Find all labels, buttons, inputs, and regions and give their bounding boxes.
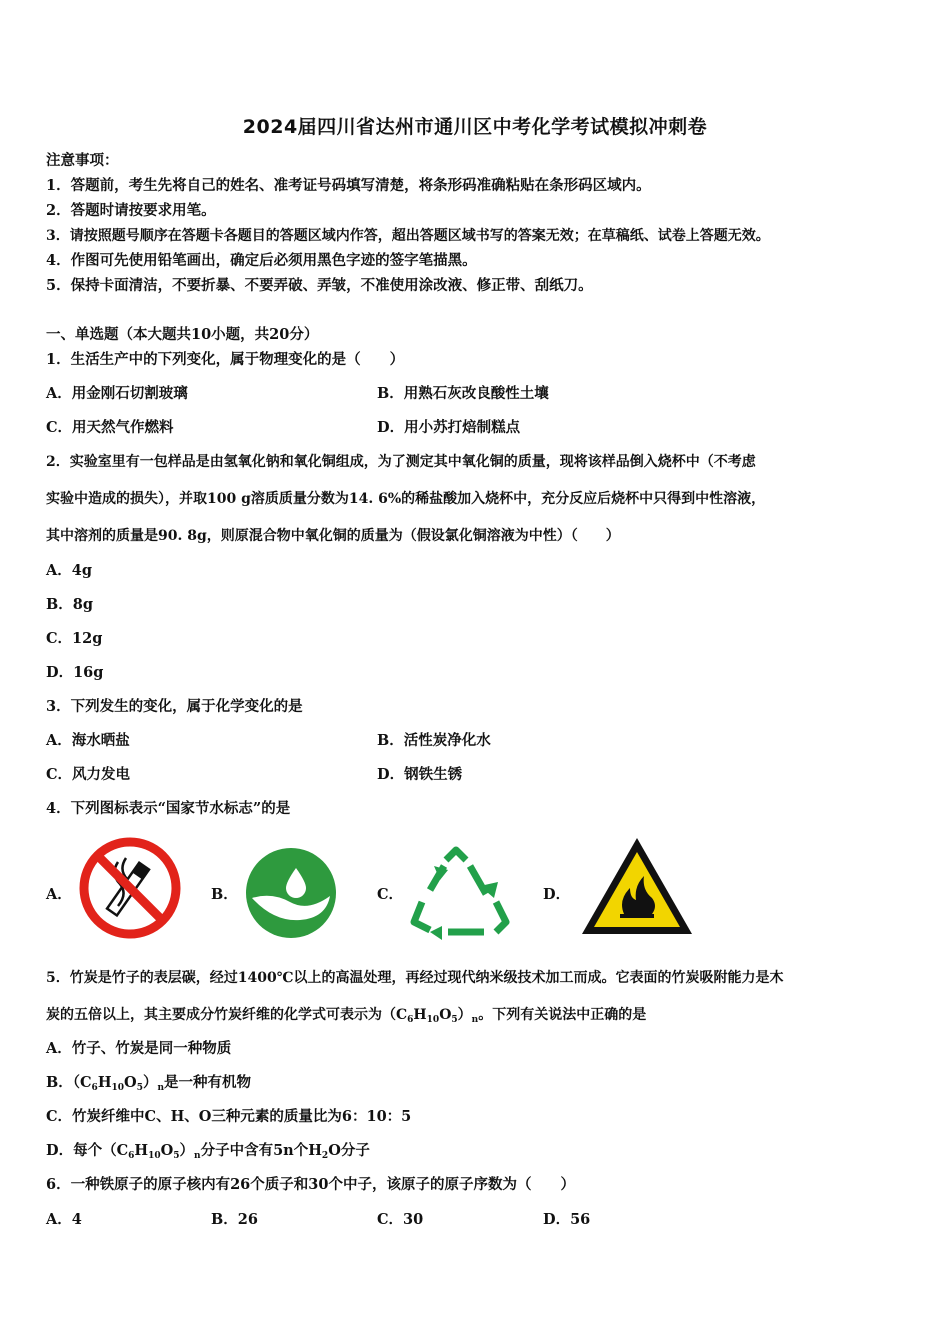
subscript: n	[194, 1151, 201, 1161]
q5-option-c: C．竹炭纤维中C、H、O三种元素的质量比为6：10：5	[46, 1108, 412, 1125]
q3-option-b: B．活性炭净化水	[377, 732, 491, 749]
subscript: 10	[111, 1083, 125, 1093]
subscript: 6	[91, 1083, 98, 1093]
q1-option-b: B．用熟石灰改良酸性土壤	[377, 385, 549, 402]
formula-text: ）	[142, 1074, 158, 1091]
formula-text: O	[439, 1007, 452, 1023]
q5-text: 是一种有机物	[164, 1074, 251, 1091]
q3-option-d: D．钢铁生锈	[377, 766, 463, 783]
q5-option-a: A．竹子、竹炭是同一种物质	[46, 1040, 232, 1057]
question-5-stem-line2	[46, 1005, 646, 1030]
q5-text: 。下列有关说法中正确的是	[478, 1007, 647, 1023]
q5-text: D．每个（C	[46, 1142, 129, 1159]
notice-heading: 注意事项：	[46, 152, 119, 169]
notice-item: 3．请按照题号顺序在答题卡各题目的答题区域内作答，超出答题区域书写的答案无效；在草稿纸、试卷上答题无效。	[46, 228, 770, 244]
q2-option-d: D．16g	[46, 664, 104, 681]
question-2-stem-line1: 2．实验室里有一包样品是由氢氧化钠和氧化铜组成，为了测定其中氧化铜的质量，现将该样品倒入烧杯中（不考虑	[46, 454, 756, 470]
q1-option-c: C．用天然气作燃料	[46, 419, 174, 436]
subscript: 5	[136, 1083, 143, 1093]
formula-text: ）	[179, 1142, 195, 1159]
q2-option-c: C．12g	[46, 630, 103, 647]
subscript: 6	[128, 1151, 135, 1161]
question-2-stem-line3: 其中溶剂的质量是90. 8g，则原混合物中氧化铜的质量为（假设氯化铜溶液为中性）（ ）	[46, 528, 620, 544]
q2-option-b: B．8g	[46, 596, 93, 613]
page-title: 2024届四川省达州市通川区中考化学考试模拟冲刺卷	[242, 116, 708, 138]
q4-option-b-label: B．	[211, 886, 238, 903]
q3-option-c: C．风力发电	[46, 766, 131, 783]
q6-option-b: B．26	[211, 1211, 258, 1228]
flammable-warning-icon	[578, 834, 696, 938]
formula-text: O	[124, 1074, 137, 1091]
subscript: n	[471, 1015, 479, 1025]
subscript: 5	[451, 1015, 458, 1025]
recycle-icon	[408, 846, 514, 942]
formula-text: H	[97, 1074, 112, 1091]
q5-text: B．（C	[46, 1074, 92, 1091]
notice-item: 1．答题前，考生先将自己的姓名、准考证号码填写清楚，将条形码准确粘贴在条形码区域内。	[46, 177, 651, 194]
q4-option-d-label: D．	[543, 886, 571, 903]
formula-text: H	[413, 1007, 427, 1023]
formula-text: O	[160, 1142, 174, 1159]
subscript: 2	[321, 1151, 329, 1161]
notice-item: 4．作图可先使用铅笔画出，确定后必须用黑色字迹的签字笔描黑。	[46, 252, 477, 269]
subscript: 10	[148, 1151, 161, 1161]
q5-option-b	[46, 1073, 251, 1098]
q6-option-c: C．30	[377, 1211, 424, 1228]
q1-option-a: A．用金刚石切割玻璃	[46, 385, 188, 402]
q4-option-a-label: A．	[46, 886, 72, 903]
formula-text: ）	[457, 1007, 472, 1023]
q2-option-a: A．4g	[46, 562, 92, 579]
question-1-stem: 1．生活生产中的下列变化，属于物理变化的是（ ）	[46, 351, 405, 368]
q1-option-d: D．用小苏打焙制糕点	[377, 419, 521, 436]
q5-text: O分子	[328, 1142, 370, 1159]
q6-option-d: D．56	[543, 1211, 591, 1228]
subscript: 10	[426, 1015, 440, 1025]
question-2-stem-line2: 实验中造成的损失），并取100 g溶质质量分数为14. 6%的稀盐酸加入烧杯中，充分反应后烧杯中只得到中性溶液，	[46, 491, 766, 507]
q5-option-d	[46, 1141, 370, 1166]
q6-option-a: A．4	[46, 1211, 82, 1228]
section-heading: 一、单选题（本大题共10小题，共20分）	[46, 326, 319, 343]
water-saving-icon	[244, 846, 338, 940]
notice-item: 2．答题时请按要求用笔。	[46, 202, 216, 219]
subscript: n	[157, 1083, 164, 1093]
q4-option-c-label: C．	[377, 886, 404, 903]
subscript: 5	[173, 1151, 180, 1161]
q3-option-a: A．海水晒盐	[46, 732, 130, 749]
q5-text: 炭的五倍以上，其主要成分竹炭纤维的化学式可表示为（C	[46, 1007, 408, 1023]
question-3-stem: 3．下列发生的变化，属于化学变化的是	[46, 698, 303, 715]
formula-text: H	[134, 1142, 149, 1159]
subscript: 6	[407, 1015, 414, 1025]
no-smoking-icon	[78, 836, 182, 940]
q5-text: 分子中含有5n个H	[200, 1142, 322, 1159]
question-5-stem-line1: 5．竹炭是竹子的表层碳，经过1400℃以上的高温处理，再经过现代纳米级技术加工而成。它表面的竹炭吸附能力是木	[46, 970, 784, 986]
question-4-stem: 4．下列图标表示“国家节水标志”的是	[46, 800, 291, 817]
notice-item: 5．保持卡面清洁，不要折暴、不要弄破、弄皱，不准使用涂改液、修正带、刮纸刀。	[46, 277, 593, 294]
question-6-stem: 6．一种铁原子的原子核内有26个质子和30个中子，该原子的原子序数为（ ）	[46, 1176, 575, 1193]
